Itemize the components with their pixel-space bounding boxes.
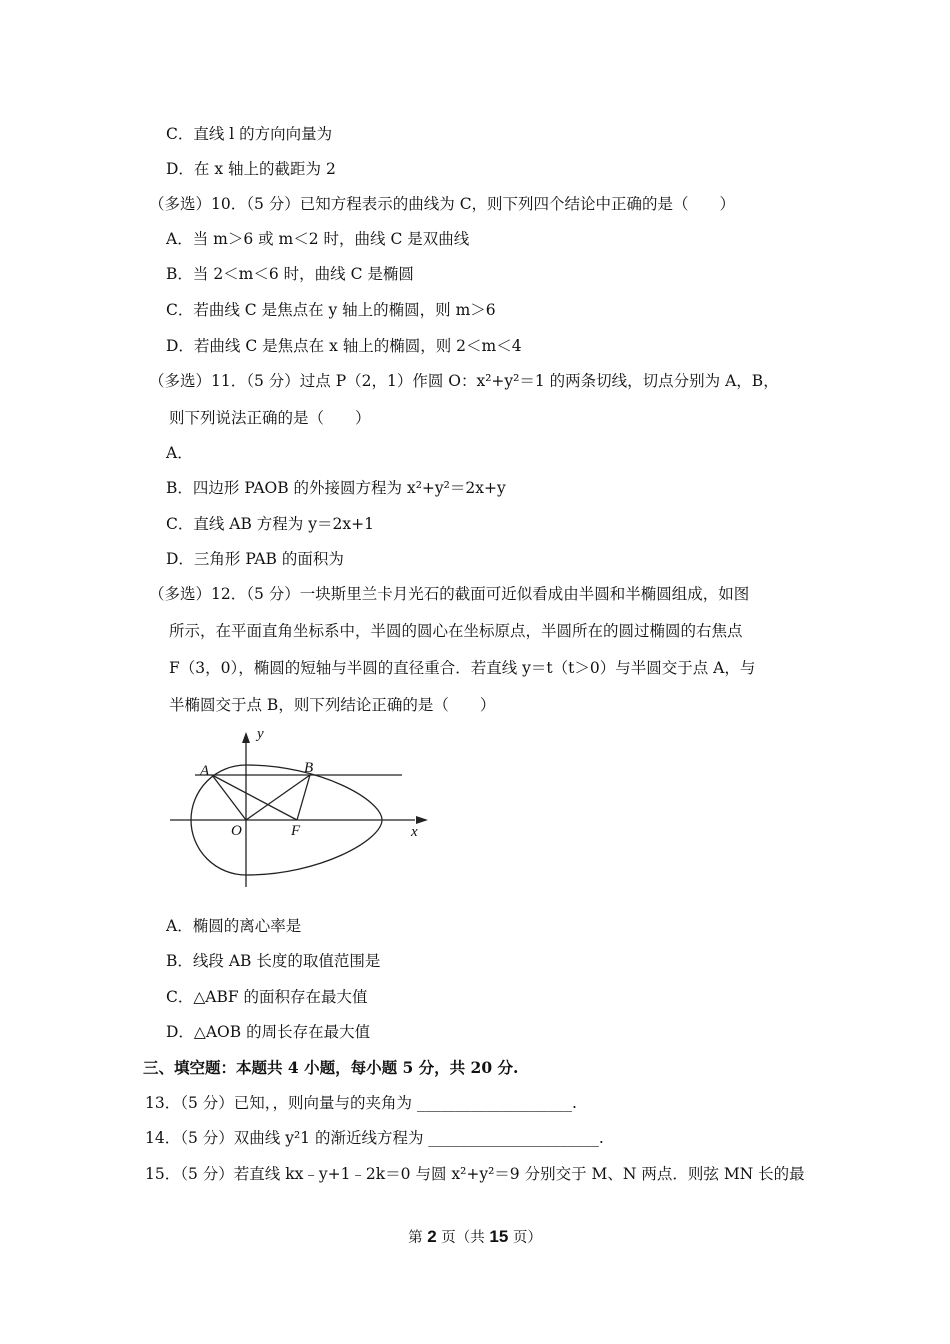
page-footer	[0, 1226, 950, 1247]
option-line: D．若曲线 C 是焦点在 x 轴上的椭圆，则 2＜m＜4	[166, 337, 522, 355]
option-line: C．直线 AB 方程为 y＝2x+1	[166, 515, 374, 533]
option-line: D．在 x 轴上的截距为 2	[166, 160, 336, 178]
segment-AO	[212, 775, 246, 820]
question-line: 15．（5 分）若直线 kx﹣y+1﹣2k＝0 与圆 x²+y²＝9 分别交于 M、N 两点．则弦 MN 长的最	[145, 1165, 805, 1183]
segment-BF	[297, 775, 310, 820]
option-line: D．三角形 PAB 的面积为	[166, 550, 344, 568]
option-line: C．直线 l 的方向向量为	[166, 125, 333, 143]
y-axis-label: y	[257, 726, 264, 742]
question-line: （多选）11．（5 分）过点 P（2，1）作圆 O：x²+y²＝1 的两条切线，切点分别为 A，B，	[149, 372, 779, 390]
point-F-label: F	[291, 823, 301, 839]
question-continuation: 半椭圆交于点 B，则下列结论正确的是（ ）	[169, 696, 496, 714]
option-line: B．当 2＜m＜6 时，曲线 C 是椭圆	[166, 265, 414, 283]
option-line: D．△AOB 的周长存在最大值	[166, 1023, 371, 1041]
total-page-count: 15	[489, 1227, 509, 1246]
y-axis-arrow-icon	[242, 732, 250, 743]
question-line: （多选）10．（5 分）已知方程表示的曲线为 C，则下列四个结论中正确的是（ ）	[149, 195, 736, 213]
option-line: A．椭圆的离心率是	[166, 917, 302, 935]
question-continuation: 则下列说法正确的是（ ）	[169, 409, 371, 427]
footer-prefix: 第	[408, 1230, 423, 1246]
option-line: A．当 m＞6 或 m＜2 时，曲线 C 是双曲线	[166, 230, 470, 248]
moonstone-figure	[160, 722, 440, 890]
point-B-label: B	[304, 760, 314, 776]
x-axis-label: x	[411, 824, 418, 840]
option-line: B．四边形 PAOB 的外接圆方程为 x²+y²＝2x+y	[166, 479, 506, 497]
option-line: C．若曲线 C 是焦点在 y 轴上的椭圆，则 m＞6	[166, 301, 496, 319]
footer-middle: 页（共	[441, 1230, 485, 1246]
section-heading: 三、填空题：本题共 4 小题，每小题 5 分，共 20 分.	[143, 1058, 519, 1077]
question-line: 14．（5 分）双曲线 y²1 的渐近线方程为 ______________________.	[145, 1129, 604, 1147]
question-line: （多选）12．（5 分）一块斯里兰卡月光石的截面可近似看成由半圆和半椭圆组成，如图	[149, 585, 750, 603]
option-line: C．△ABF 的面积存在最大值	[166, 988, 368, 1006]
question-continuation: F（3，0），椭圆的短轴与半圆的直径重合．若直线 y＝t（t＞0）与半圆交于点 A，与	[169, 659, 756, 677]
current-page-number: 2	[427, 1227, 437, 1246]
option-line: B．线段 AB 长度的取值范围是	[166, 952, 381, 970]
point-O-label: O	[231, 823, 242, 839]
x-axis-arrow-icon	[416, 816, 428, 824]
footer-suffix: 页）	[512, 1230, 542, 1246]
point-A-label: A	[200, 763, 210, 779]
question-continuation: 所示，在平面直角坐标系中，半圆的圆心在坐标原点，半圆所在的圆过椭圆的右焦点	[169, 622, 743, 640]
question-line: 13．（5 分）已知，，则向量与的夹角为 ____________________.	[145, 1094, 577, 1112]
option-line: A．	[166, 444, 193, 462]
